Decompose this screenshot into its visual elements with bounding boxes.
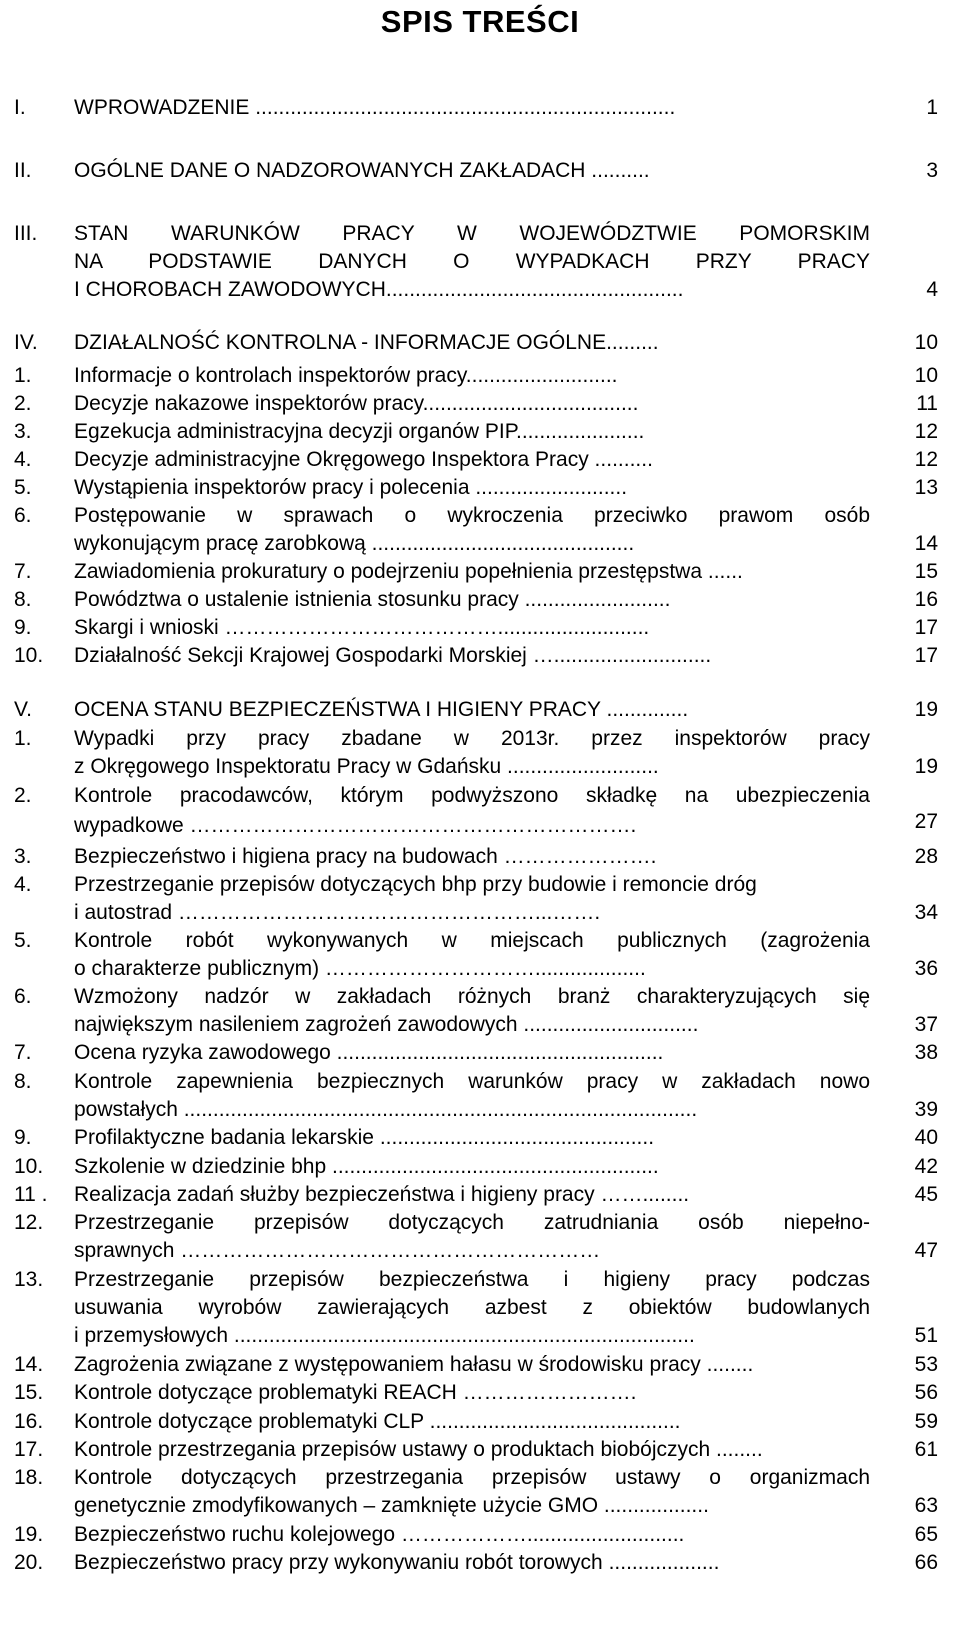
toc-entry-page-number: 53 bbox=[914, 1353, 938, 1376]
toc-entry-title-line: Profilaktyczne badania lekarskie ............................................... bbox=[74, 1126, 655, 1149]
toc-entry-title-line: NA PODSTAWIE DANYCH O WYPADKACH PRZY PRACY bbox=[74, 250, 870, 273]
toc-entry-page-number: 11 bbox=[916, 392, 938, 415]
toc-entry-title-line: Postępowanie w sprawach o wykroczenia przeciwko prawom osób bbox=[74, 504, 870, 527]
toc-entry-page-number: 13 bbox=[914, 476, 938, 499]
toc-entry-title-line: WPROWADZENIE ........................................................................ bbox=[74, 96, 676, 119]
toc-entry-title-line: Realizacja zadań służby bezpieczeństwa i higieny pracy ……........ bbox=[74, 1183, 690, 1206]
toc-entry-number: 2. bbox=[14, 784, 32, 807]
toc-entry-title-line: DZIAŁALNOŚĆ KONTROLNA - INFORMACJE OGÓLNE......... bbox=[74, 331, 659, 354]
toc-entry-title-line: Wzmożony nadzór w zakładach różnych branż charakteryzujących się bbox=[74, 985, 870, 1008]
toc-entry-number: 16. bbox=[14, 1410, 44, 1433]
toc-entry-title-line: Przestrzeganie przepisów dotyczących bhp przy budowie i remoncie dróg bbox=[74, 873, 757, 896]
toc-entry-title-line: I CHOROBACH ZAWODOWYCH................................................... bbox=[74, 278, 684, 301]
toc-entry-page-number: 10 bbox=[914, 331, 938, 354]
toc-entry-page-number: 42 bbox=[914, 1155, 938, 1178]
toc-entry-title-line: Wypadki przy pracy zbadane w 2013r. przez inspektorów pracy bbox=[74, 727, 870, 750]
toc-entry-title-line: Informacje o kontrolach inspektorów pracy.......................... bbox=[74, 364, 618, 387]
toc-entry-number: IV. bbox=[14, 331, 38, 354]
toc-entry-number: 10. bbox=[14, 1155, 44, 1178]
toc-entry-title-line: Kontrole przestrzegania przepisów ustawy o produktach biobójczych ........ bbox=[74, 1438, 763, 1461]
toc-entry-title-line: STAN WARUNKÓW PRACY W WOJEWÓDZTWIE POMORSKIM bbox=[74, 222, 870, 245]
toc-entry-number: 8. bbox=[14, 588, 32, 611]
toc-entry-number: 6. bbox=[14, 985, 32, 1008]
toc-entry-number: V. bbox=[14, 698, 32, 721]
page-title: SPIS TREŚCI bbox=[380, 4, 580, 39]
toc-entry-number: III. bbox=[14, 222, 38, 245]
toc-entry-page-number: 38 bbox=[914, 1041, 938, 1064]
toc-entry-number: 14. bbox=[14, 1353, 44, 1376]
toc-entry-number: 3. bbox=[14, 420, 32, 443]
toc-entry-title-line: wypadkowe ………………………………………………………. bbox=[74, 814, 637, 837]
toc-entry-title-line: Ocena ryzyka zawodowego ........................................................ bbox=[74, 1041, 664, 1064]
toc-entry-title-line: Wystąpienia inspektorów pracy i polecenia .......................... bbox=[74, 476, 628, 499]
toc-entry-number: 6. bbox=[14, 504, 32, 527]
toc-entry-page-number: 51 bbox=[914, 1324, 938, 1347]
toc-entry-number: II. bbox=[14, 159, 32, 182]
toc-entry-page-number: 14 bbox=[914, 532, 938, 555]
toc-entry-page-number: 12 bbox=[914, 420, 938, 443]
toc-entry-page-number: 37 bbox=[914, 1013, 938, 1036]
toc-entry-page-number: 19 bbox=[914, 698, 938, 721]
toc-entry-number: 9. bbox=[14, 616, 32, 639]
toc-entry-number: 17. bbox=[14, 1438, 44, 1461]
toc-entry-page-number: 28 bbox=[914, 845, 938, 868]
toc-entry-number: 4. bbox=[14, 873, 32, 896]
toc-entry-number: 5. bbox=[14, 929, 32, 952]
toc-entry-title-line: Kontrole dotyczących przestrzegania przepisów ustawy o organizmach bbox=[74, 1466, 870, 1489]
toc-entry-page-number: 16 bbox=[914, 588, 938, 611]
toc-entry-number: 9. bbox=[14, 1126, 32, 1149]
toc-entry-title-line: Zawiadomienia prokuratury o podejrzeniu popełnienia przestępstwa ...... bbox=[74, 560, 743, 583]
toc-entry-title-line: Decyzje nakazowe inspektorów pracy..................................... bbox=[74, 392, 639, 415]
toc-entry-title-line: Szkolenie w dziedzinie bhp ........................................................ bbox=[74, 1155, 659, 1178]
toc-entry-page-number: 56 bbox=[914, 1381, 938, 1404]
toc-entry-title-line: Kontrole dotyczące problematyki REACH ……………………. bbox=[74, 1381, 637, 1404]
toc-entry-number: 5. bbox=[14, 476, 32, 499]
toc-entry-page-number: 61 bbox=[914, 1438, 938, 1461]
toc-entry-number: 1. bbox=[14, 727, 32, 750]
toc-entry-page-number: 1 bbox=[926, 96, 938, 119]
toc-entry-number: 4. bbox=[14, 448, 32, 471]
toc-entry-title-line: Przestrzeganie przepisów bezpieczeństwa i higieny pracy podczas bbox=[74, 1268, 870, 1291]
toc-entry-number: 11 . bbox=[14, 1183, 48, 1206]
toc-entry-page-number: 17 bbox=[914, 644, 938, 667]
toc-entry-title-line: Kontrole zapewnienia bezpiecznych warunków pracy w zakładach nowo bbox=[74, 1070, 870, 1093]
toc-entry-number: 3. bbox=[14, 845, 32, 868]
toc-entry-number: 12. bbox=[14, 1211, 44, 1234]
toc-entry-page-number: 15 bbox=[914, 560, 938, 583]
toc-entry-number: 2. bbox=[14, 392, 32, 415]
toc-entry-page-number: 45 bbox=[914, 1183, 938, 1206]
toc-entry-page-number: 4 bbox=[926, 278, 938, 301]
toc-entry-page-number: 36 bbox=[914, 957, 938, 980]
toc-entry-number: 19. bbox=[14, 1523, 44, 1546]
toc-entry-title-line: genetycznie zmodyfikowanych – zamknięte użycie GMO .................. bbox=[74, 1494, 709, 1517]
toc-entry-number: 7. bbox=[14, 1041, 32, 1064]
toc-entry-title-line: OCENA STANU BEZPIECZEŃSTWA I HIGIENY PRACY .............. bbox=[74, 698, 689, 721]
toc-entry-title-line: sprawnych …………………………………………………… bbox=[74, 1239, 601, 1262]
toc-entry-title-line: Zagrożenia związane z występowaniem hałasu w środowisku pracy ........ bbox=[74, 1353, 754, 1376]
toc-entry-title-line: wykonującym pracę zarobkową ............................................. bbox=[74, 532, 635, 555]
toc-entry-page-number: 40 bbox=[914, 1126, 938, 1149]
toc-entry-page-number: 27 bbox=[914, 810, 938, 833]
toc-entry-title-line: Bezpieczeństwo pracy przy wykonywaniu robót torowych ................... bbox=[74, 1551, 720, 1574]
toc-entry-page-number: 17 bbox=[914, 616, 938, 639]
toc-entry-title-line: Egzekucja administracyjna decyzji organów PIP...................... bbox=[74, 420, 645, 443]
toc-entry-title-line: Kontrole robót wykonywanych w miejscach publicznych (zagrożenia bbox=[74, 929, 870, 952]
toc-entry-page-number: 63 bbox=[914, 1494, 938, 1517]
toc-entry-title-line: największym nasileniem zagrożeń zawodowych .............................. bbox=[74, 1013, 699, 1036]
toc-entry-page-number: 19 bbox=[914, 755, 938, 778]
toc-entry-title-line: usuwania wyrobów zawierających azbest z obiektów budowlanych bbox=[74, 1296, 870, 1319]
toc-entry-page-number: 10 bbox=[914, 364, 938, 387]
toc-entry-title-line: powstałych ........................................................................................ bbox=[74, 1098, 698, 1121]
toc-entry-number: 15. bbox=[14, 1381, 44, 1404]
toc-entry-title-line: Skargi i wnioski ………………………………….......................... bbox=[74, 616, 650, 639]
toc-entry-title-line: Kontrole dotyczące problematyki CLP ........................................... bbox=[74, 1410, 681, 1433]
toc-entry-number: 18. bbox=[14, 1466, 44, 1489]
toc-entry-title-line: Przestrzeganie przepisów dotyczących zatrudniania osób niepełno- bbox=[74, 1211, 870, 1234]
toc-entry-title-line: Działalność Sekcji Krajowej Gospodarki Morskiej …........................... bbox=[74, 644, 712, 667]
toc-entry-page-number: 59 bbox=[914, 1410, 938, 1433]
toc-entry-title-line: i przemysłowych ............................................................................... bbox=[74, 1324, 695, 1347]
toc-entry-page-number: 39 bbox=[914, 1098, 938, 1121]
toc-entry-number: 13. bbox=[14, 1268, 44, 1291]
toc-entry-number: 10. bbox=[14, 644, 44, 667]
toc-entry-number: 7. bbox=[14, 560, 32, 583]
toc-entry-number: 1. bbox=[14, 364, 32, 387]
toc-entry-title-line: OGÓLNE DANE O NADZOROWANYCH ZAKŁADACH .......... bbox=[74, 159, 650, 182]
toc-entry-title-line: i autostrad ……………………………………………...……. bbox=[74, 901, 601, 924]
toc-entry-number: I. bbox=[14, 96, 26, 119]
toc-entry-page-number: 3 bbox=[926, 159, 938, 182]
toc-entry-title-line: Kontrole pracodawców, którym podwyższono składkę na ubezpieczenia bbox=[74, 784, 870, 807]
toc-entry-title-line: Decyzje administracyjne Okręgowego Inspektora Pracy .......... bbox=[74, 448, 653, 471]
toc-entry-number: 8. bbox=[14, 1070, 32, 1093]
toc-entry-title-line: o charakterze publicznym) …………………………................... bbox=[74, 957, 646, 980]
toc-entry-title-line: Bezpieczeństwo i higiena pracy na budowach …………………. bbox=[74, 845, 657, 868]
toc-entry-title-line: Bezpieczeństwo ruchu kolejowego ………………........................... bbox=[74, 1523, 685, 1546]
toc-entry-title-line: z Okręgowego Inspektoratu Pracy w Gdańsku .......................... bbox=[74, 755, 659, 778]
toc-entry-title-line: Powództwa o ustalenie istnienia stosunku pracy ......................... bbox=[74, 588, 671, 611]
toc-entry-page-number: 65 bbox=[914, 1523, 938, 1546]
toc-entry-page-number: 66 bbox=[914, 1551, 938, 1574]
toc-entry-page-number: 12 bbox=[914, 448, 938, 471]
toc-entry-page-number: 47 bbox=[914, 1239, 938, 1262]
toc-entry-page-number: 34 bbox=[914, 901, 938, 924]
toc-entry-number: 20. bbox=[14, 1551, 44, 1574]
